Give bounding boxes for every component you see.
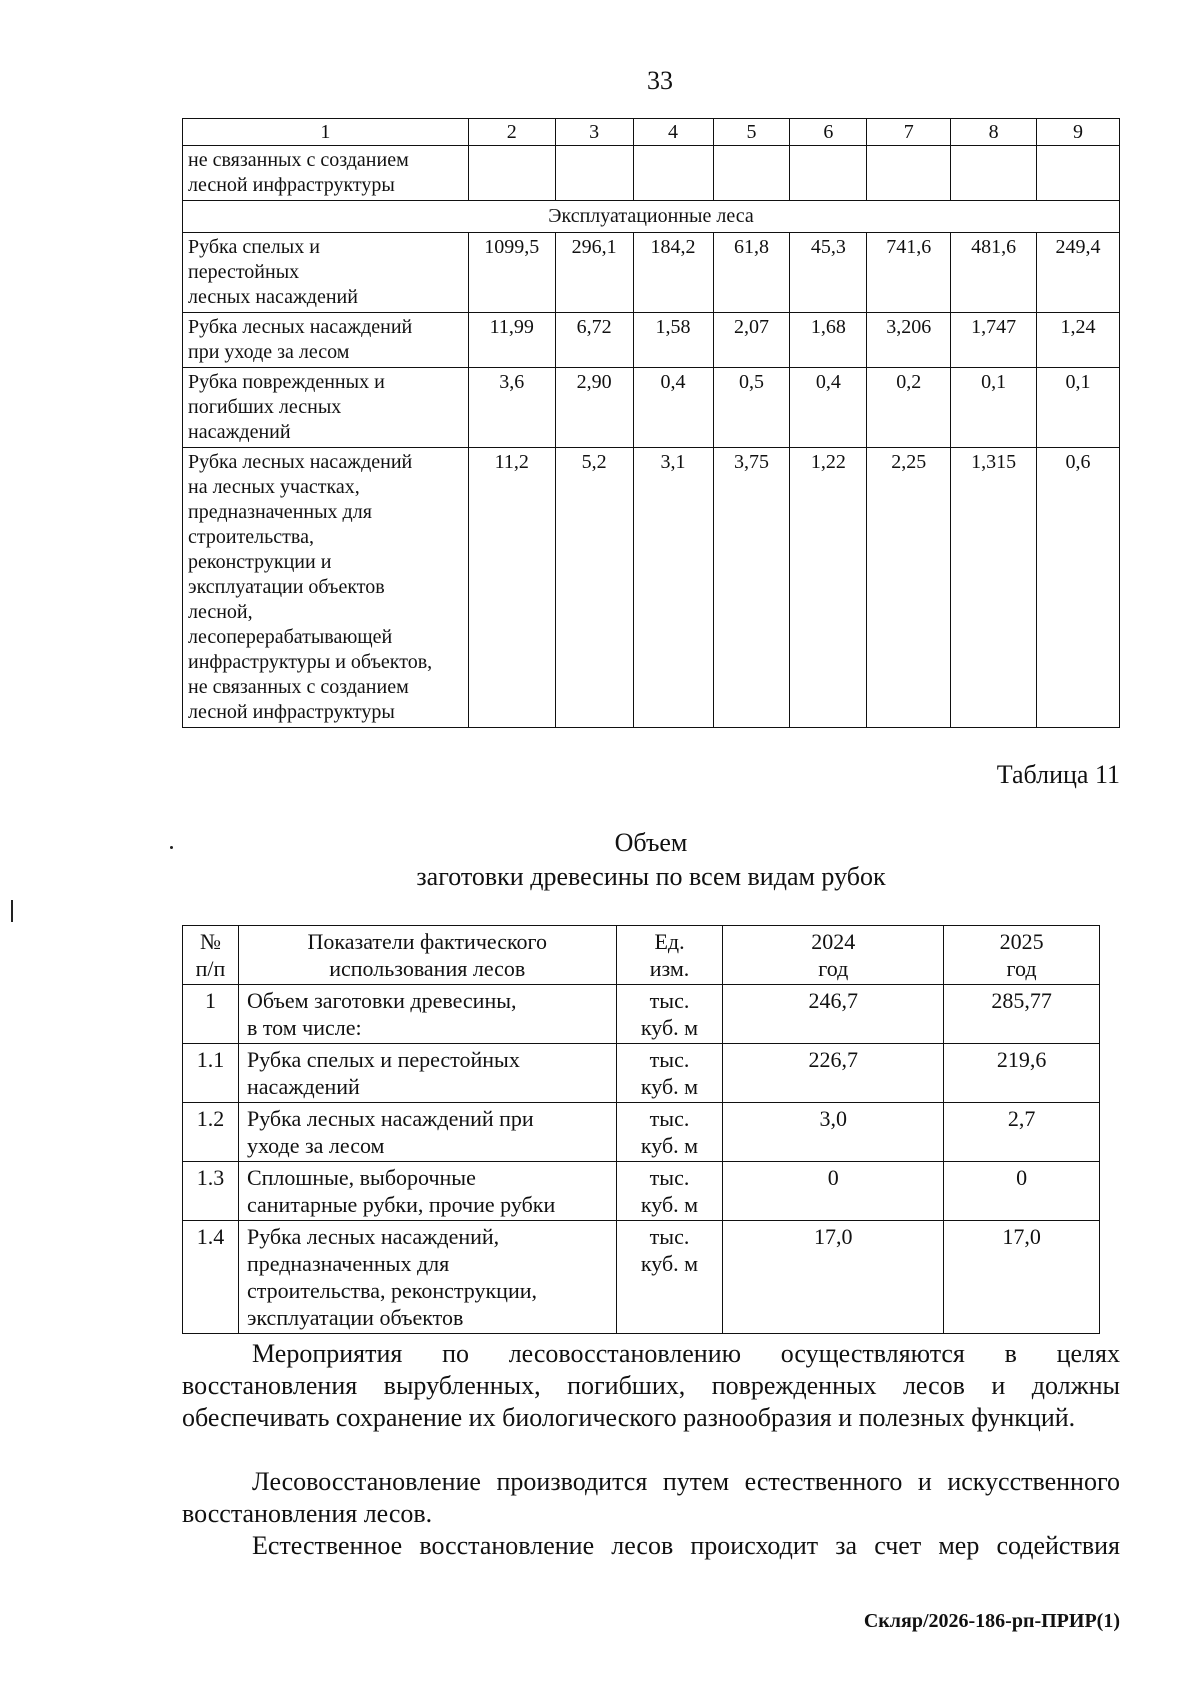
header-indicator: Показатели фактического использования лесов: [238, 926, 616, 985]
cell-value: 2,90: [555, 368, 633, 448]
cell-value: 1,68: [790, 313, 867, 368]
table-row: [183, 1044, 1100, 1103]
page-number: 33: [647, 66, 673, 95]
paragraph-reforestation-methods: Лесовосстановление производится путем естественного и искусственного восстановления лесов.: [182, 1467, 1120, 1528]
value-2024: 246,7: [723, 985, 944, 1044]
row-label: Рубка лесных насаждений при уходе за лесом: [183, 313, 469, 368]
row-indicator: Рубка лесных насаждений при уходе за лесом: [238, 1103, 616, 1162]
cell-value: 249,4: [1037, 233, 1120, 313]
cell-value: 2,25: [867, 448, 951, 728]
row-unit: тыс. куб. м: [616, 985, 723, 1044]
value-2024: 3,0: [723, 1103, 944, 1162]
cell-value: 11,2: [468, 448, 555, 728]
row-number: 1.3: [183, 1162, 239, 1221]
cell-value: 3,75: [713, 448, 790, 728]
row-unit: тыс. куб. м: [616, 1044, 723, 1103]
column-number: 1: [183, 119, 469, 146]
value-2025: 17,0: [944, 1221, 1100, 1334]
cell-value: 0,1: [951, 368, 1037, 448]
cell-value: 0,6: [1037, 448, 1120, 728]
document-code: Скляр/2026-186-рп-ПРИР(1): [863, 1610, 1120, 1632]
table-cutting-volumes: [182, 118, 1120, 728]
row-number: 1.1: [183, 1044, 239, 1103]
column-number: 4: [633, 119, 713, 146]
row-unit: тыс. куб. м: [616, 1162, 723, 1221]
row-indicator: Рубка лесных насаждений, предназначенных для строительства, реконструкции, эксплуатации объектов: [238, 1221, 616, 1334]
value-2024: 0: [723, 1162, 944, 1221]
cell-value: 481,6: [951, 233, 1037, 313]
scan-artifact: [11, 900, 13, 922]
cell-value: 0,4: [633, 368, 713, 448]
cell-value: 3,206: [867, 313, 951, 368]
table-row: [183, 233, 1120, 313]
table-title: Объем: [614, 828, 688, 857]
cell-value: 1,58: [633, 313, 713, 368]
header-year-2025: 2025 год: [944, 926, 1100, 985]
cell-value: 741,6: [867, 233, 951, 313]
cell-value: 1,22: [790, 448, 867, 728]
cell-value: 1099,5: [468, 233, 555, 313]
table-header-row: [183, 926, 1100, 985]
section-title: Эксплуатационные леса: [183, 201, 1120, 233]
column-number: 3: [555, 119, 633, 146]
header-number: № п/п: [183, 926, 239, 985]
cell-value: 5,2: [555, 448, 633, 728]
row-indicator: Сплошные, выборочные санитарные рубки, прочие рубки: [238, 1162, 616, 1221]
cell-value: 0,4: [790, 368, 867, 448]
cell-value: 11,99: [468, 313, 555, 368]
value-2024: 17,0: [723, 1221, 944, 1334]
table-row: [183, 313, 1120, 368]
table-header-row: [183, 119, 1120, 146]
row-indicator: Объем заготовки древесины, в том числе:: [238, 985, 616, 1044]
table-row: [183, 1162, 1100, 1221]
table-caption-label: Таблица 11: [996, 760, 1120, 789]
row-unit: тыс. куб. м: [616, 1221, 723, 1334]
value-2025: 0: [944, 1162, 1100, 1221]
value-2025: 2,7: [944, 1103, 1100, 1162]
header-year-2024: 2024 год: [723, 926, 944, 985]
column-number: 2: [468, 119, 555, 146]
row-indicator: Рубка спелых и перестойных насаждений: [238, 1044, 616, 1103]
column-number: 5: [713, 119, 790, 146]
table-row: [183, 146, 1120, 201]
cell-value: 1,315: [951, 448, 1037, 728]
cell-value: 3,1: [633, 448, 713, 728]
paragraph-reforestation-goals: Мероприятия по лесовосстановлению осуществляются в целях восстановления вырубленных, погибших, поврежденных лесов и должны обеспечивать сохранение их биологического разнообразия и полезных функций.: [182, 1339, 1120, 1432]
table-row: [183, 1221, 1100, 1334]
scan-artifact: [170, 846, 173, 849]
value-2025: 285,77: [944, 985, 1100, 1044]
value-2025: 219,6: [944, 1044, 1100, 1103]
column-number: 6: [790, 119, 867, 146]
column-number: 7: [867, 119, 951, 146]
header-unit: Ед. изм.: [616, 926, 723, 985]
table-subtitle: заготовки древесины по всем видам рубок: [416, 862, 886, 891]
cell-value: 2,07: [713, 313, 790, 368]
table-row: [183, 448, 1120, 728]
row-label: не связанных с созданием лесной инфраструктуры: [183, 146, 469, 201]
cell-value: 45,3: [790, 233, 867, 313]
cell-value: 6,72: [555, 313, 633, 368]
row-unit: тыс. куб. м: [616, 1103, 723, 1162]
cell-value: 1,747: [951, 313, 1037, 368]
table-harvest-volume: [182, 925, 1100, 1334]
row-label: Рубка спелых и перестойных лесных насаждений: [183, 233, 469, 313]
cell-value: 0,2: [867, 368, 951, 448]
cell-value: 184,2: [633, 233, 713, 313]
row-label: Рубка лесных насаждений на лесных участках, предназначенных для строительства, реконструкции и эксплуатации объектов лесной, лесоперерабатывающей инфраструктуры и объектов, не связанных с созданием лесной инфраструктуры: [183, 448, 469, 728]
row-number: 1: [183, 985, 239, 1044]
row-number: 1.2: [183, 1103, 239, 1162]
row-label: Рубка поврежденных и погибших лесных насаждений: [183, 368, 469, 448]
table-row: [183, 368, 1120, 448]
section-row: [183, 201, 1120, 233]
value-2024: 226,7: [723, 1044, 944, 1103]
table-row: [183, 985, 1100, 1044]
cell-value: 3,6: [468, 368, 555, 448]
paragraph-natural-regeneration: Естественное восстановление лесов происходит за счет мер содействия: [252, 1531, 1120, 1560]
cell-value: 0,1: [1037, 368, 1120, 448]
cell-value: 296,1: [555, 233, 633, 313]
table-row: [183, 1103, 1100, 1162]
cell-value: 0,5: [713, 368, 790, 448]
column-number: 8: [951, 119, 1037, 146]
row-number: 1.4: [183, 1221, 239, 1334]
cell-value: 61,8: [713, 233, 790, 313]
cell-value: 1,24: [1037, 313, 1120, 368]
column-number: 9: [1037, 119, 1120, 146]
